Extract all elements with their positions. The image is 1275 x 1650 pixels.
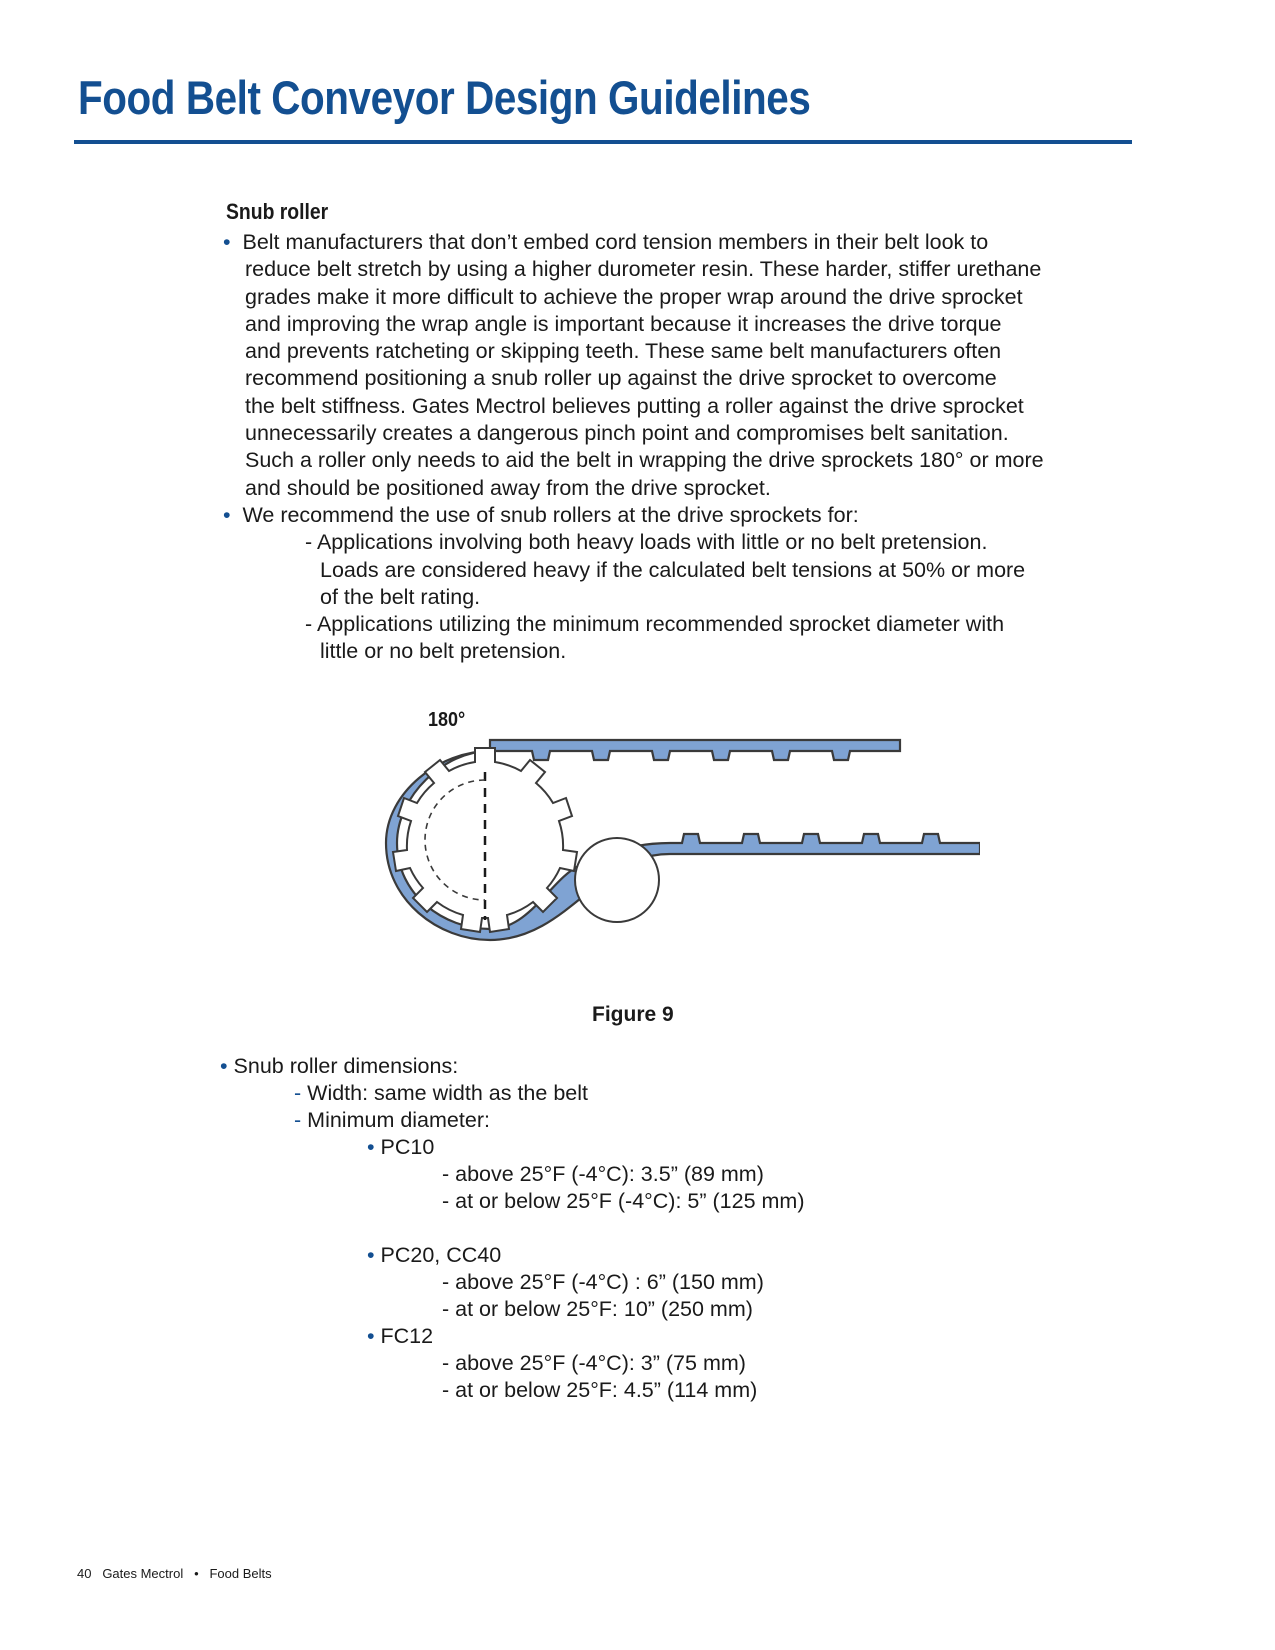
text-line: Belt manufacturers that don’t embed cord tension members in their belt look to bbox=[242, 230, 989, 254]
dimension-width bbox=[294, 1080, 588, 1107]
text-line: - above 25°F (-4°C): 3” (75 mm) bbox=[442, 1351, 746, 1375]
text-line: Snub roller dimensions: bbox=[233, 1054, 459, 1078]
bullet-line bbox=[223, 229, 1044, 256]
wrap-angle-label: 180° bbox=[428, 709, 466, 731]
text-line: grades make it more difficult to achieve the proper wrap around the drive sprocket bbox=[245, 284, 1023, 309]
text-line: Minimum diameter: bbox=[307, 1108, 490, 1132]
pc10-above bbox=[442, 1161, 764, 1188]
bullet-icon: • bbox=[367, 1243, 375, 1267]
pc10-below bbox=[442, 1188, 804, 1215]
figure-caption: Figure 9 bbox=[592, 1003, 674, 1026]
text-line: recommend positioning a snub roller up against the drive sprocket to overcome bbox=[245, 366, 997, 391]
sub-item-line: Loads are considered heavy if the calculated belt tensions at 50% or more bbox=[320, 557, 1026, 582]
fc12-item bbox=[367, 1323, 433, 1350]
belt-type-name: PC10 bbox=[380, 1135, 435, 1159]
sub-item-line: of the belt rating. bbox=[320, 584, 481, 609]
footer-product: Food Belts bbox=[209, 1566, 272, 1581]
text-line: and prevents ratcheting or skipping teeth. These same belt manufacturers often bbox=[245, 339, 1002, 364]
belt-type-name: PC20, CC40 bbox=[380, 1243, 502, 1267]
sub-item-line: - Applications utilizing the minimum recommended sprocket diameter with bbox=[305, 612, 1005, 637]
dash-marker: - bbox=[294, 1081, 302, 1105]
text-line: Such a roller only needs to aid the belt in wrapping the drive sprockets 180° or more bbox=[245, 448, 1044, 473]
text-line: - at or below 25°F: 10” (250 mm) bbox=[442, 1297, 753, 1321]
bullet-icon: • bbox=[367, 1135, 375, 1159]
sub-item-line: - Applications involving both heavy loads with little or no belt pretension. bbox=[305, 530, 988, 555]
footer-brand: Gates Mectrol bbox=[102, 1566, 184, 1581]
text-line: unnecessarily creates a dangerous pinch point and compromises belt sanitation. bbox=[245, 421, 1009, 446]
sub-item-line: little or no belt pretension. bbox=[320, 639, 567, 664]
dimensions-intro bbox=[220, 1053, 458, 1080]
bullet-line bbox=[223, 502, 1025, 529]
text-line: - at or below 25°F (-4°C): 5” (125 mm) bbox=[442, 1189, 805, 1213]
text-line: - above 25°F (-4°C): 3.5” (89 mm) bbox=[442, 1162, 764, 1186]
snub-roller-diagram bbox=[340, 700, 980, 990]
bullet-icon: • bbox=[223, 230, 231, 254]
text-line: Width: same width as the belt bbox=[307, 1081, 588, 1105]
text-line: reduce belt stretch by using a higher durometer resin. These harder, stiffer urethane bbox=[245, 257, 1042, 282]
fc12-below bbox=[442, 1377, 757, 1404]
bullet-icon: • bbox=[223, 503, 231, 527]
pc10-item bbox=[367, 1134, 434, 1161]
pc20-above bbox=[442, 1269, 764, 1296]
dash-marker: - bbox=[294, 1108, 302, 1132]
page-title: Food Belt Conveyor Design Guidelines bbox=[78, 71, 811, 124]
text-line: and should be positioned away from the drive sprocket. bbox=[245, 475, 771, 500]
text-line: - above 25°F (-4°C) : 6” (150 mm) bbox=[442, 1270, 764, 1294]
fc12-above bbox=[442, 1350, 746, 1377]
text-line: the belt stiffness. Gates Mectrol believes putting a roller against the drive sprocket bbox=[245, 393, 1024, 418]
title-rule bbox=[74, 140, 1132, 144]
belt-type-name: FC12 bbox=[380, 1324, 434, 1348]
page-footer bbox=[77, 1566, 272, 1581]
footer-separator: • bbox=[194, 1566, 199, 1581]
snub-roller bbox=[575, 838, 659, 922]
text-line: We recommend the use of snub rollers at the drive sprockets for: bbox=[242, 503, 859, 527]
pc20-item bbox=[367, 1242, 501, 1269]
bullet-recommend-snub-rollers bbox=[223, 502, 1025, 666]
bullet-belt-manufacturers bbox=[223, 229, 1044, 502]
text-line: - at or below 25°F: 4.5” (114 mm) bbox=[442, 1378, 758, 1402]
text-line: and improving the wrap angle is important because it increases the drive torque bbox=[245, 311, 1002, 336]
section-heading: Snub roller bbox=[226, 199, 329, 224]
pc20-below bbox=[442, 1296, 753, 1323]
bullet-icon: • bbox=[367, 1324, 375, 1348]
page-number: 40 bbox=[77, 1566, 92, 1581]
bullet-icon: • bbox=[220, 1054, 228, 1078]
dimension-min-diameter bbox=[294, 1107, 490, 1134]
